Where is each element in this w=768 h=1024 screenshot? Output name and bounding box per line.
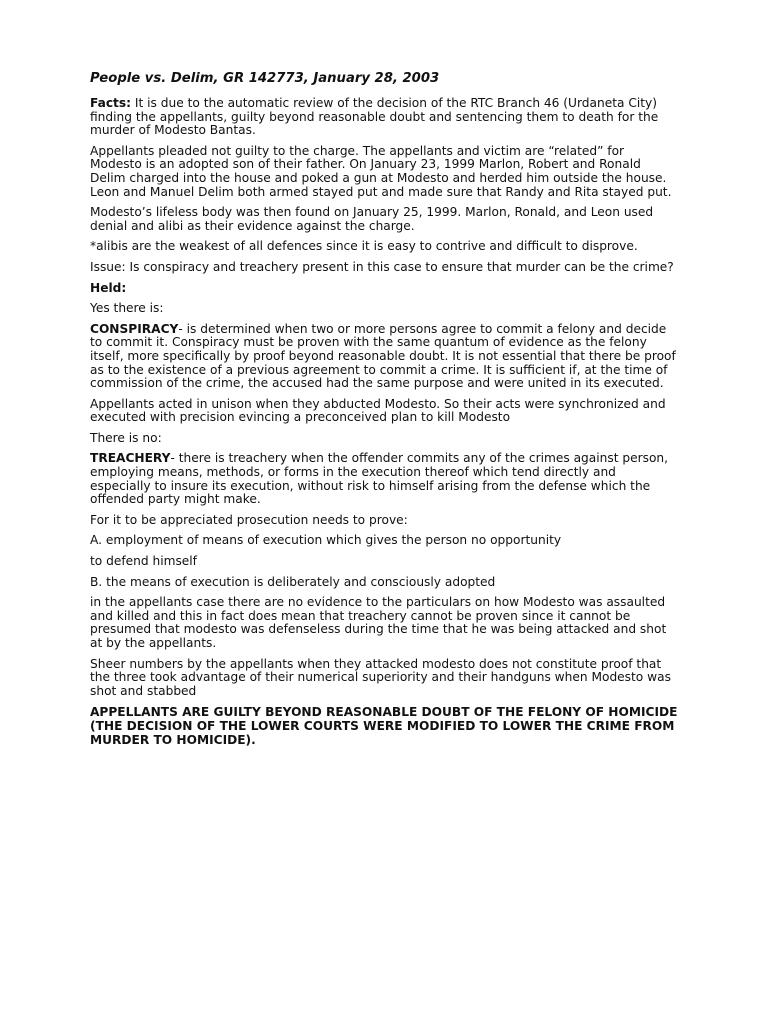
treachery-label: TREACHERY [90, 451, 171, 466]
prove-paragraph: For it to be appreciated prosecution needs to prove: [90, 512, 408, 527]
case-paragraph: in the appellants case there are no evidence to the particulars on how Modesto was assaulted and killed and this in fact does mean that treachery cannot be proven since it cannot be presumed that modesto was defenseless during the time that he was being attacked and shot at by the appellants. [90, 595, 667, 650]
numbers-paragraph: Sheer numbers by the appellants when they attacked modesto does not constitute proof that the three took advantage of their numerical superiority and their handguns when Modesto was shot and stabbed [90, 656, 671, 698]
plea-paragraph: Appellants pleaded not guilty to the charge. The appellants and victim are “related” for Modesto is an adopted son of their father. On January 23, 1999 Marlon, Robert and Ronald Delim charged into the house and poked a gun at Modesto and herded him outside the house. Leon and Manuel Delim both armed stayed put and made sure that Randy and Rita stayed put. [90, 143, 672, 199]
verdict-paragraph: APPELLANTS ARE GUILTY BEYOND REASONABLE DOUBT OF THE FELONY OF HOMICIDE (THE DECISION OF THE LOWER COURTS WERE MODIFIED TO LOWER THE CRIME FROM MURDER TO HOMICIDE). [90, 705, 678, 748]
unison-paragraph: Appellants acted in unison when they abducted Modesto. So their acts were synchronized and executed with precision evincing a preconceived plan to kill Modesto [90, 396, 666, 425]
list-item-a: A. employment of means of execution which gives the person no opportunity [90, 533, 562, 548]
conspiracy-label: CONSPIRACY [90, 321, 179, 336]
yes-there-is: Yes there is: [90, 301, 164, 316]
issue-paragraph: Issue: Is conspiracy and treachery present in this case to ensure that murder can be the crime? [90, 259, 674, 274]
conspiracy-text: - is determined when two or more persons agree to commit a felony and decide to commit it. Conspiracy must be proven with the same quantum of evidence as the felony itself, more specifically by proof beyond reasonable doubt. It is not essential that there be proof as to the existence of a previous agreement to commit a crime. It is sufficient if, at the time of commission of the crime, the accused had the same purpose and were united in its executed. [90, 321, 676, 391]
facts-label: Facts: [90, 96, 132, 110]
treachery-paragraph [90, 452, 678, 506]
body-found-paragraph: Modesto’s lifeless body was then found on January 25, 1999. Marlon, Ronald, and Leon used denial and alibi as their evidence against the charge. [90, 205, 654, 233]
facts-text: It is due to the automatic review of the decision of the RTC Branch 46 (Urdaneta City) finding the appellants, guilty beyond reasonable doubt and sentencing them to death for the murder of Modesto Bantas. [90, 96, 659, 138]
list-item-b: B. the means of execution is deliberately and consciously adopted [90, 574, 496, 589]
held-label: Held: [90, 280, 127, 295]
facts-paragraph [90, 97, 678, 138]
conspiracy-paragraph [90, 323, 678, 391]
there-is-no: There is no: [90, 430, 162, 445]
list-item-a-continued: to defend himself [90, 554, 197, 569]
treachery-text: - there is treachery when the offender commits any of the crimes against person, employing means, methods, or forms in the execution thereof which tend directly and especially to insure its execution, without risk to himself arising from the defense which the offended party might make. [90, 451, 669, 507]
alibi-note: *alibis are the weakest of all defences since it is easy to contrive and difficult to disprove. [90, 239, 638, 254]
document-title: People vs. Delim, GR 142773, January 28, 2003 [90, 71, 440, 86]
